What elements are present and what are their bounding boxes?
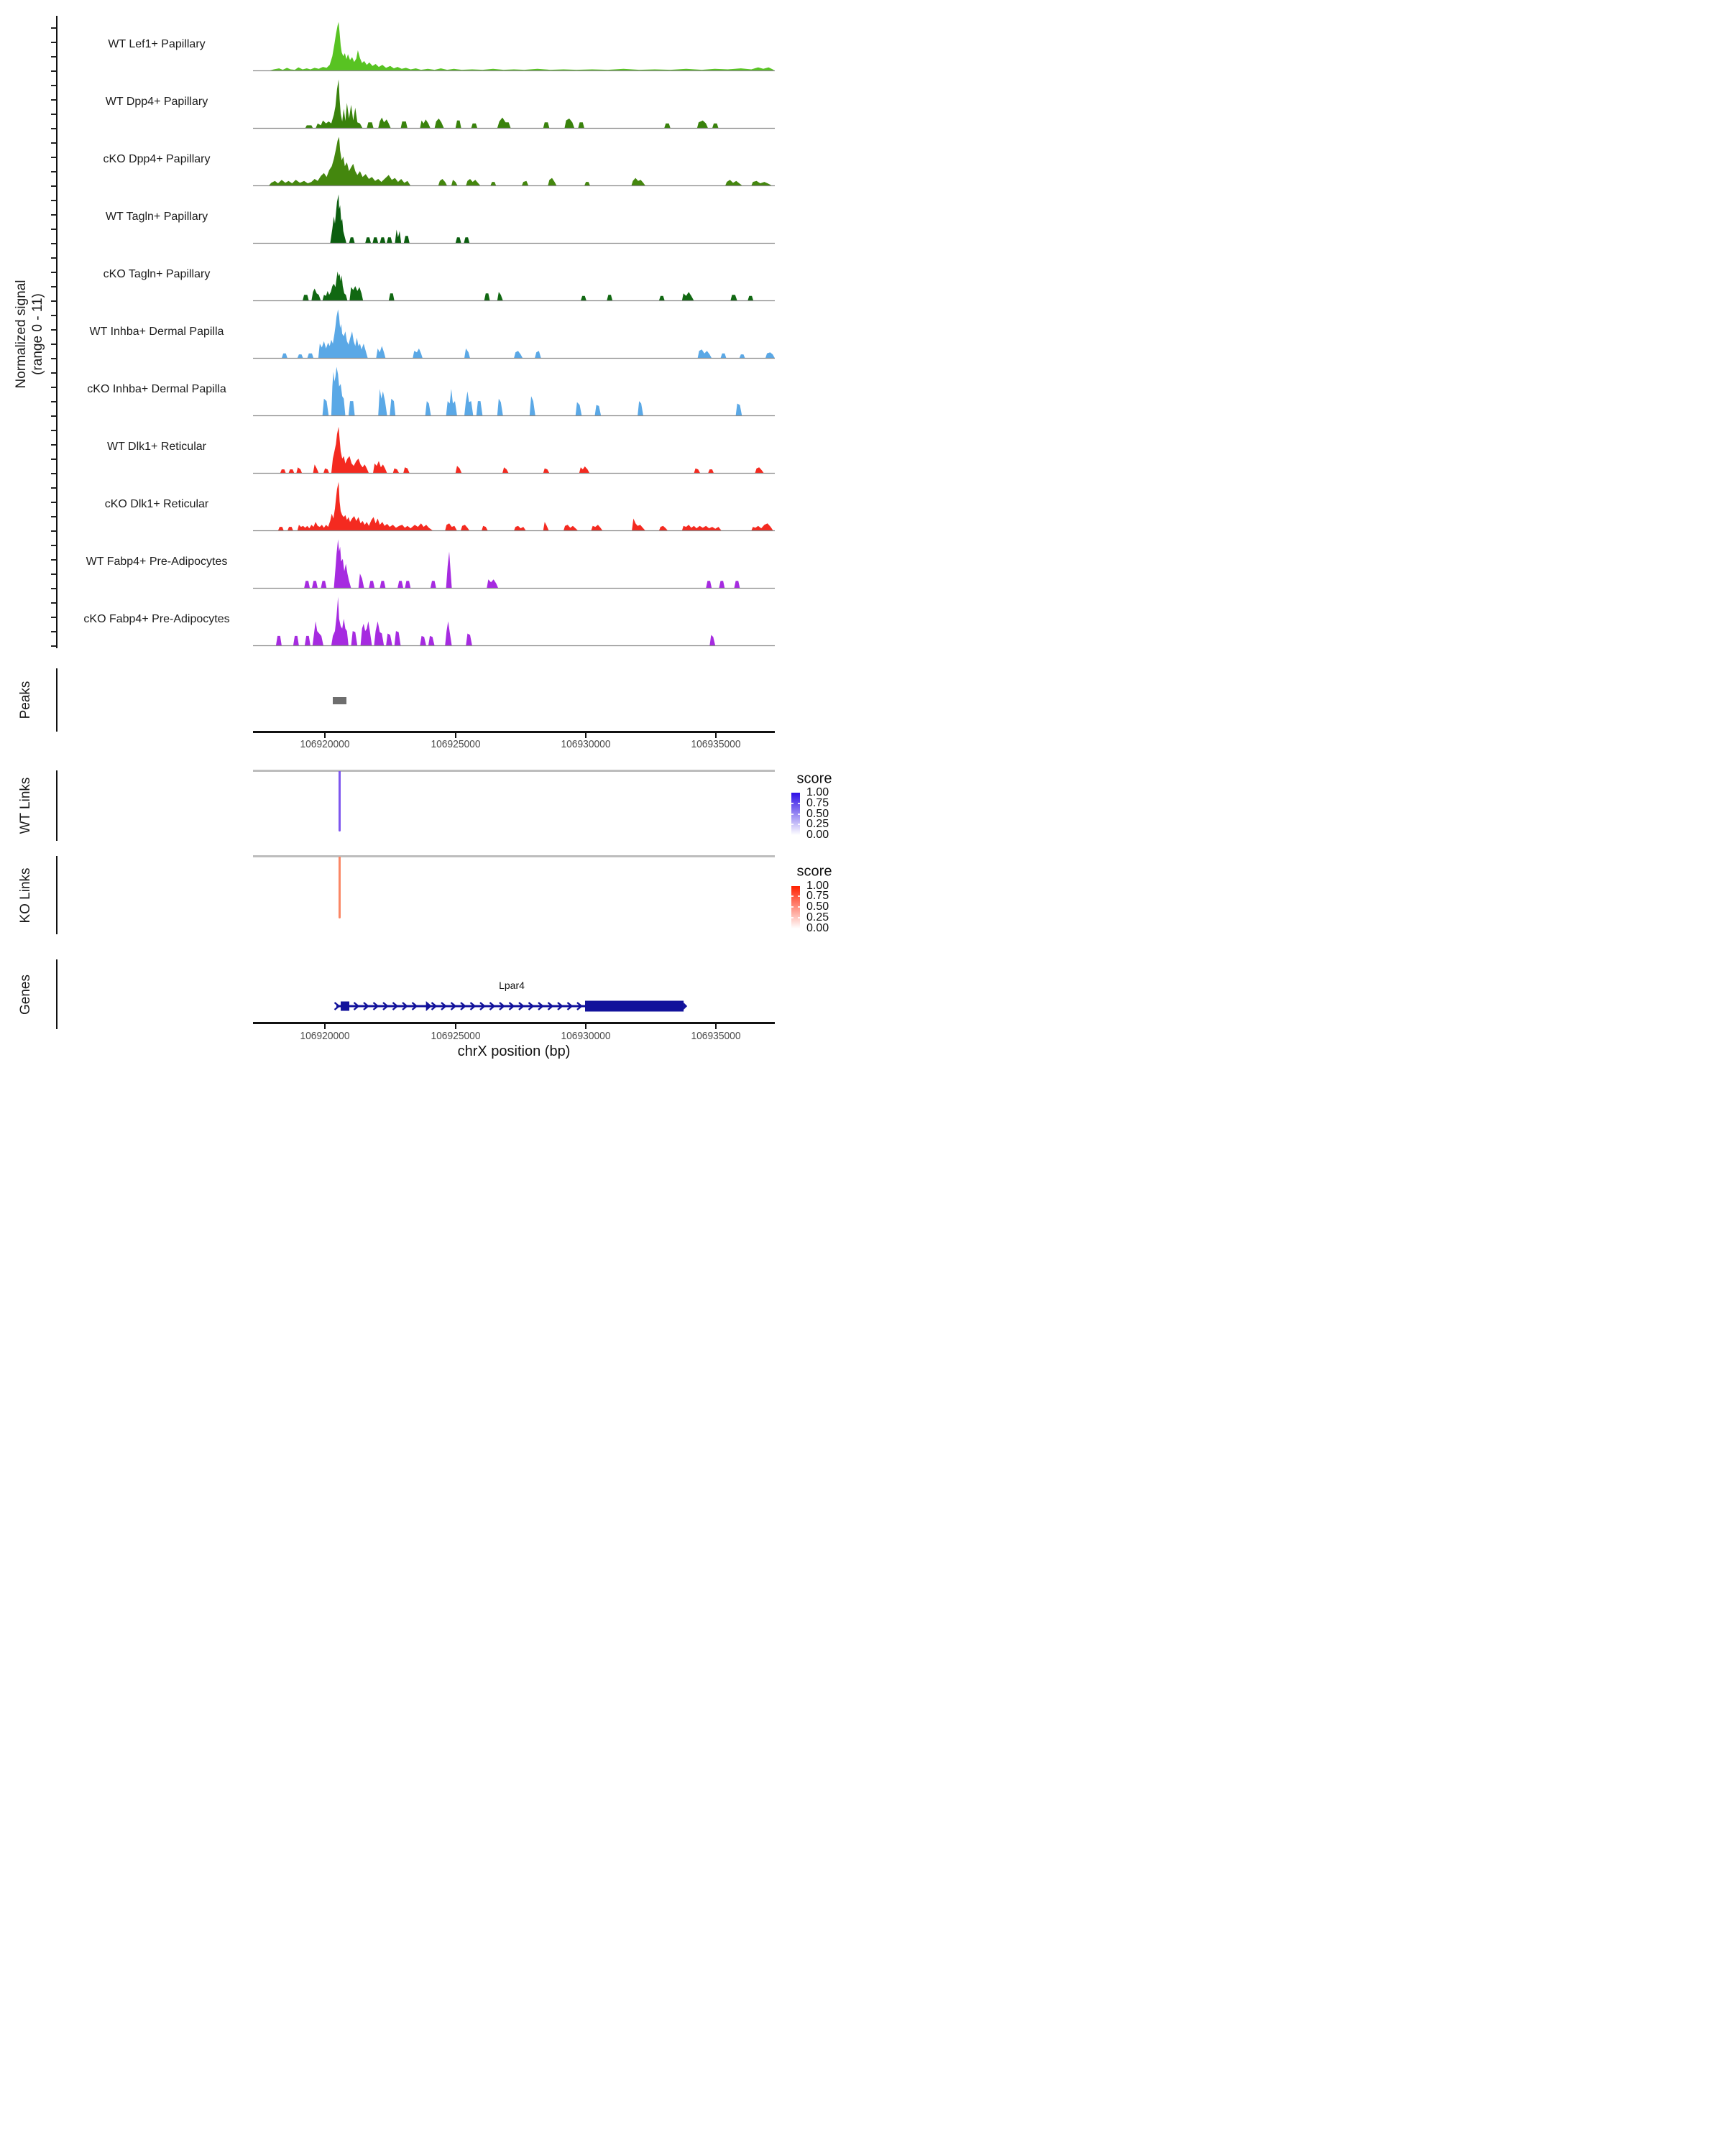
legend-notch [791, 917, 794, 918]
wt-links-bracket [56, 770, 58, 841]
legend-notch [791, 803, 794, 804]
legend-notch [798, 906, 800, 908]
mid-exon-arrow [426, 1001, 432, 1011]
legend-scale-label: 1.00 [806, 786, 829, 798]
signal-fill [253, 310, 775, 359]
legend-notch [798, 917, 800, 918]
legend-notch [798, 824, 800, 825]
signal-fill [253, 367, 775, 416]
ko-links-bracket [56, 856, 58, 934]
track-signal-area [253, 479, 775, 537]
axis-tick [455, 1024, 456, 1029]
axis-tick-label: 106920000 [300, 1029, 350, 1042]
axis-tick-label: 106930000 [561, 1029, 611, 1042]
coverage-plot-figure [0, 0, 862, 1078]
link-line [339, 857, 341, 918]
axis-tick-label: 106930000 [561, 738, 611, 750]
track-label: WT Dlk1+ Reticular [107, 441, 206, 453]
track-label: WT Lef1+ Papillary [108, 38, 206, 50]
axis-tick [324, 733, 326, 738]
signal-fill [253, 137, 775, 186]
axis-tick [324, 1024, 326, 1029]
axis-tick-label: 106925000 [431, 1029, 481, 1042]
track-signal-area [253, 594, 775, 652]
gene-model [0, 985, 862, 1028]
wt-legend-title: score [796, 770, 832, 787]
legend-scale-label: 0.00 [806, 921, 829, 934]
terminal-exon [585, 1001, 684, 1012]
legend-scale-label: 1.00 [806, 879, 829, 892]
track-label: WT Dpp4+ Papillary [105, 96, 208, 108]
axis-tick [455, 733, 456, 738]
track-signal-area [253, 19, 775, 77]
legend-notch [798, 803, 800, 804]
genome-axis-middle [253, 731, 775, 733]
legend-scale-label: 0.50 [806, 900, 829, 913]
signal-fill [253, 272, 775, 301]
signal-fill [253, 482, 775, 531]
track-signal-area [253, 249, 775, 307]
legend-notch [798, 814, 800, 815]
wt-links-baseline [253, 770, 775, 772]
axis-tick [585, 1024, 586, 1029]
track-label: WT Inhba+ Dermal Papilla [89, 326, 224, 338]
ko-links-baseline [253, 855, 775, 857]
signal-fill [253, 540, 775, 589]
link-line [339, 771, 341, 831]
signal-fill [253, 22, 775, 71]
track-signal-area [253, 134, 775, 192]
wt-links-section-label: WT Links [18, 777, 33, 834]
signal-fill [253, 597, 775, 646]
x-axis-title: chrX position (bp) [457, 1044, 571, 1059]
peak-region [333, 697, 346, 704]
y-axis-label-line1: Normalized signal [14, 280, 29, 389]
axis-tick-label: 106920000 [300, 738, 350, 750]
track-label: cKO Fabp4+ Pre-Adipocytes [83, 613, 230, 625]
peaks-section-label: Peaks [18, 681, 33, 719]
track-label: WT Tagln+ Papillary [105, 211, 208, 223]
ko-links-section-label: KO Links [18, 867, 33, 923]
genes-section-label: Genes [18, 975, 33, 1015]
legend-scale-label: 0.75 [806, 890, 829, 903]
axis-tick-label: 106935000 [691, 1029, 741, 1042]
axis-tick-label: 106925000 [431, 738, 481, 750]
signal-fill [253, 80, 775, 129]
legend-notch [791, 895, 794, 897]
axis-tick [715, 1024, 717, 1029]
peaks-bracket [56, 668, 58, 732]
axis-tick [715, 733, 717, 738]
legend-notch [791, 814, 794, 815]
legend-notch [798, 895, 800, 897]
signal-fill [253, 427, 775, 474]
track-signal-area [253, 537, 775, 594]
axis-tick-label: 106935000 [691, 738, 741, 750]
gene-name: Lpar4 [499, 980, 525, 991]
track-label: cKO Tagln+ Papillary [103, 268, 211, 280]
track-signal-area [253, 77, 775, 134]
legend-scale-label: 0.50 [806, 807, 829, 820]
y-axis-label-line2: (range 0 - 11) [30, 293, 45, 375]
legend-scale-label: 0.00 [806, 829, 829, 841]
ko-legend-title: score [796, 863, 832, 880]
track-label: cKO Dpp4+ Papillary [103, 153, 211, 165]
track-signal-area [253, 307, 775, 364]
track-label: cKO Dlk1+ Reticular [104, 498, 209, 510]
track-signal-area [253, 422, 775, 479]
legend-notch [791, 906, 794, 908]
signal-fill [253, 195, 775, 244]
legend-scale-label: 0.25 [806, 818, 829, 831]
gene-end-arrow-icon [684, 1003, 687, 1010]
genome-axis-bottom [253, 1022, 775, 1024]
track-label: WT Fabp4+ Pre-Adipocytes [86, 556, 228, 568]
track-label: cKO Inhba+ Dermal Papilla [87, 383, 226, 395]
track-signal-area [253, 364, 775, 422]
legend-scale-label: 0.25 [806, 911, 829, 923]
tss-exon [341, 1002, 349, 1011]
track-signal-area [253, 192, 775, 249]
legend-scale-label: 0.75 [806, 796, 829, 809]
legend-notch [791, 824, 794, 825]
axis-tick [585, 733, 586, 738]
